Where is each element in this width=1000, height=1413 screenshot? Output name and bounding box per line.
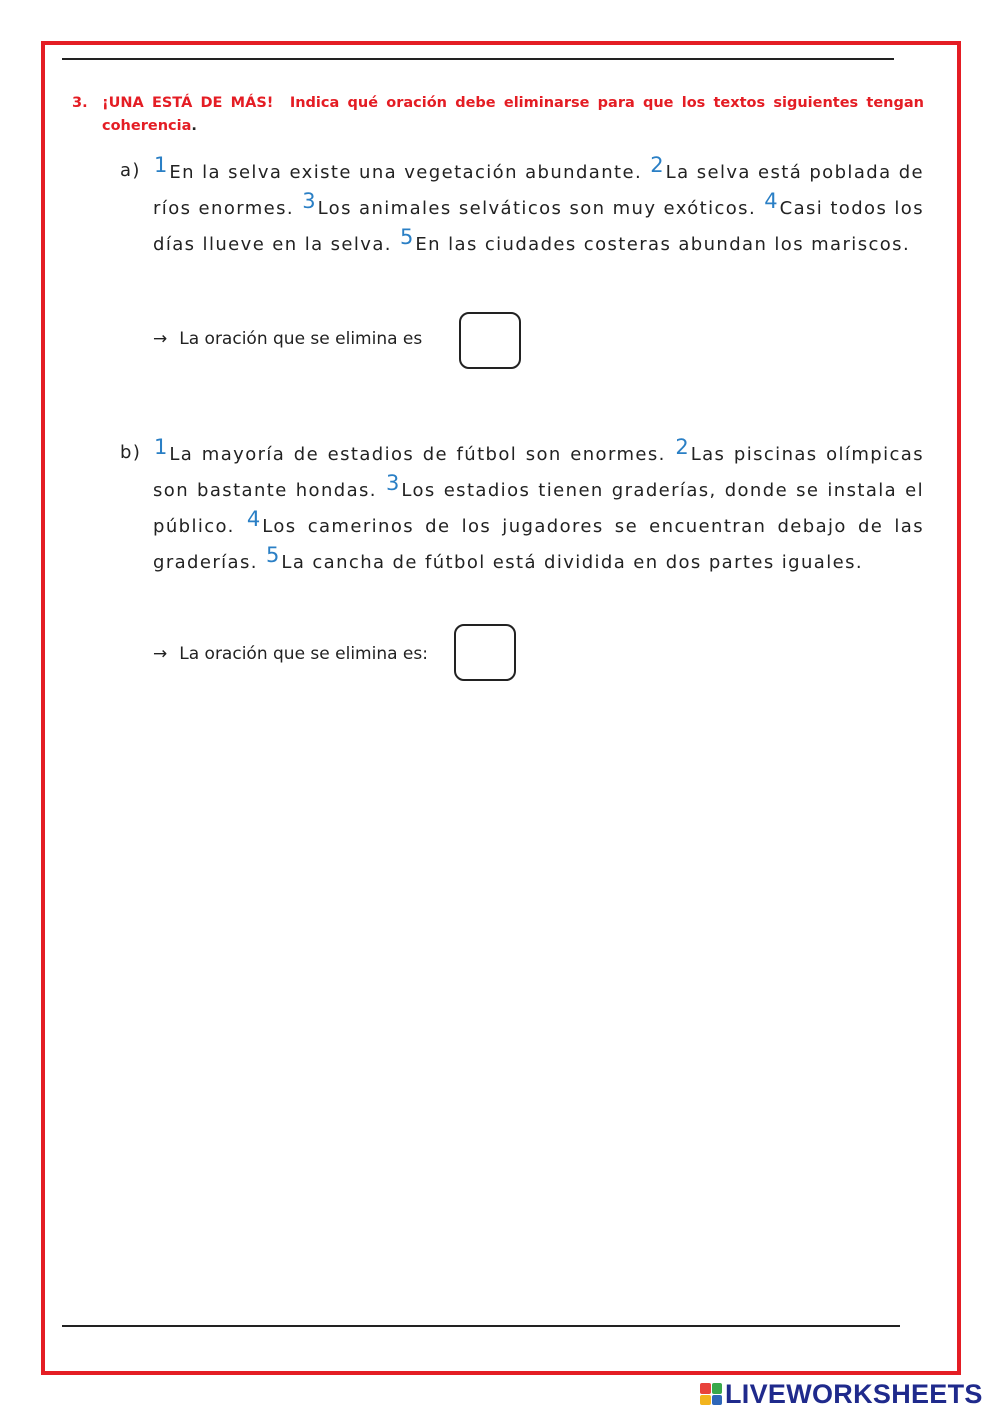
sentence: En la selva existe una vegetación abundante. [169,162,643,183]
sentence-marker: 3 [302,189,316,213]
sentence-marker: 4 [246,507,261,531]
exercise-a [120,154,924,262]
answer-box-a[interactable] [459,312,521,369]
sentence-marker: 1 [154,435,168,459]
sentence-marker: 2 [650,153,664,177]
sentence-marker: 5 [400,225,414,249]
instruction [72,92,924,138]
sentence: Los animales selváticos son muy exóticos. [317,198,757,219]
sentence-marker: 2 [675,435,689,459]
exercise-b [120,436,924,580]
sentence: La cancha de fútbol está dividida en dos partes iguales. [281,552,863,573]
instruction-text: Indica qué oración debe eliminarse para que los textos siguientes tengan coherencia [102,95,924,134]
exercise-a-text [153,154,924,262]
logo-square [700,1395,711,1406]
sentence-marker: 3 [385,471,400,495]
sentence: En las ciudades costeras abundan los mariscos. [415,234,911,255]
answer-prompt-a [153,329,422,349]
instruction-title: ¡UNA ESTÁ DE MÁS! [102,95,274,111]
exercise-b-text [153,436,924,580]
exercise-b-label: b) [120,442,142,463]
sentence-marker: 4 [764,189,778,213]
sentence: La mayoría de estadios de fútbol son enormes. [169,444,666,465]
answer-box-b[interactable] [454,624,516,681]
bottom-divider [62,1325,900,1327]
logo-wordmark: LIVEWORKSHEETS [725,1378,983,1409]
logo-square [712,1383,723,1394]
exercise-a-label: a) [120,160,141,181]
logo-square [712,1395,723,1406]
sentence: Las piscinas olímpicas son bastante hondas. [153,444,925,501]
question-number: 3. [72,95,88,111]
answer-prompt-text: La oración que se elimina es [179,329,423,349]
arrow-icon: → [153,644,168,664]
sentence-marker: 1 [154,153,168,177]
sentence: Casi todos los días llueve en la selva. [153,198,924,255]
logo-mark-icon [700,1383,722,1405]
sentence-marker: 5 [266,543,280,567]
logo-square [700,1383,711,1394]
answer-prompt-b [153,644,428,664]
answer-prompt-text: La oración que se elimina es: [179,644,428,664]
sentence: La selva está poblada de ríos enormes. [153,162,924,219]
sentence: Los estadios tienen graderías, donde se instala el público. [153,480,925,537]
arrow-icon: → [153,329,168,349]
instruction-period: . [191,118,197,134]
liveworksheets-logo [700,1377,983,1411]
top-divider [62,58,894,60]
sentence: Los camerinos de los jugadores se encuentran debajo de las graderías. [153,516,924,573]
